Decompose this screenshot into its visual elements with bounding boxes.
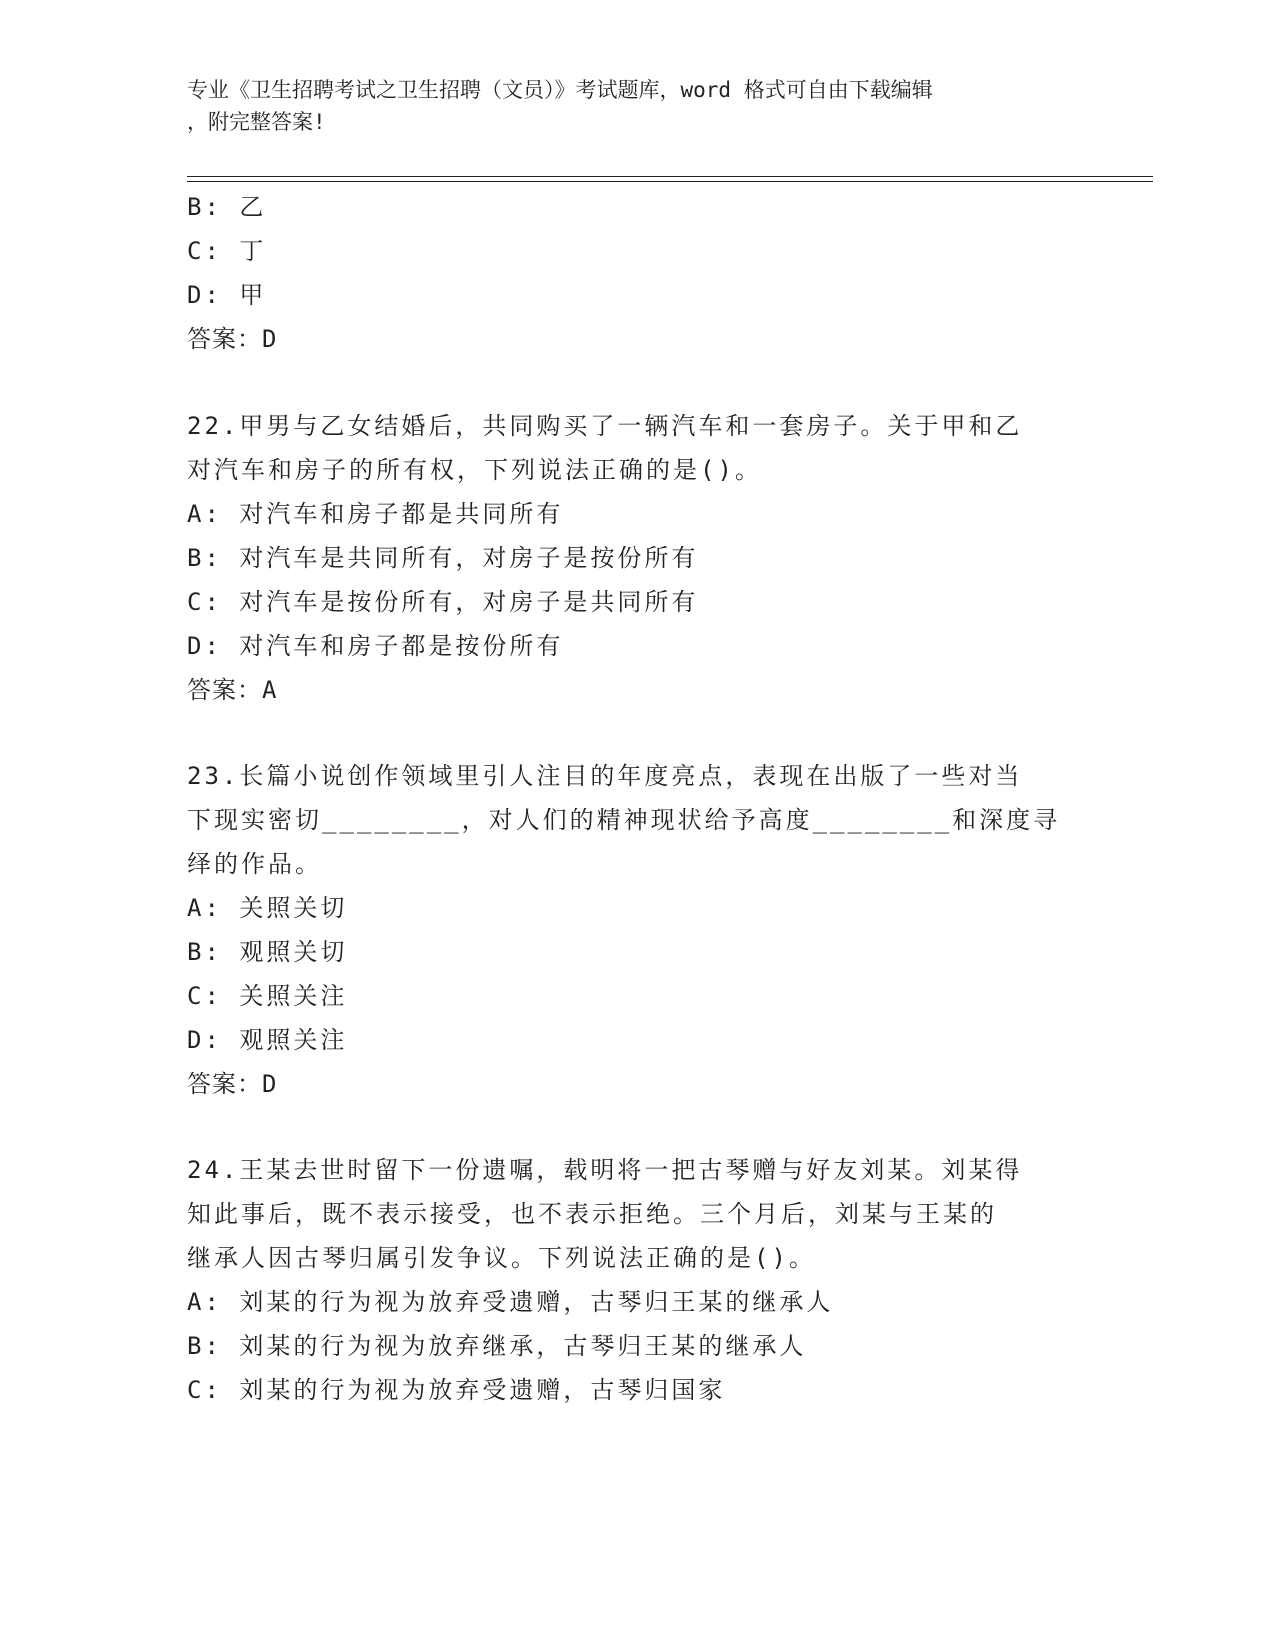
question-23-stem-line-3: 绎的作品。 xyxy=(187,850,322,878)
question-23-stem-line-2: 下现实密切________，对人们的精神现状给予高度________和深度寻 xyxy=(187,806,1061,834)
question-24-stem-line-3: 继承人因古琴归属引发争议。下列说法正确的是()。 xyxy=(187,1244,816,1272)
question-22-option-d: D: 对汽车和房子都是按份所有 xyxy=(187,632,564,660)
question-23-stem-line-1: 23.长篇小说创作领域里引人注目的年度亮点，表现在出版了一些对当 xyxy=(187,762,1023,790)
question-23-answer: 答案：D xyxy=(187,1070,278,1098)
answer: 答案：D xyxy=(187,325,278,353)
question-24-option-c: C: 刘某的行为视为放弃受遗赠，古琴归国家 xyxy=(187,1376,726,1404)
question-23-option-d: D: 观照关注 xyxy=(187,1026,348,1054)
header-line-2: ，附完整答案! xyxy=(187,110,326,134)
option-c: C: 丁 xyxy=(187,237,267,265)
option-b: B: 乙 xyxy=(187,193,267,221)
question-24-option-a: A: 刘某的行为视为放弃受遗赠，古琴归王某的继承人 xyxy=(187,1288,834,1316)
question-23-option-a: A: 关照关切 xyxy=(187,894,348,922)
question-23-option-b: B: 观照关切 xyxy=(187,938,348,966)
question-22-option-c: C: 对汽车是按份所有，对房子是共同所有 xyxy=(187,588,699,616)
question-24-stem-line-1: 24.王某去世时留下一份遗嘱，载明将一把古琴赠与好友刘某。刘某得 xyxy=(187,1156,1023,1184)
option-d: D: 甲 xyxy=(187,281,267,309)
page-header xyxy=(187,74,1067,138)
question-24-stem-line-2: 知此事后，既不表示接受，也不表示拒绝。三个月后，刘某与王某的 xyxy=(187,1200,997,1228)
header-divider-top xyxy=(187,176,1153,177)
question-22-option-a: A: 对汽车和房子都是共同所有 xyxy=(187,500,564,528)
question-24-option-b: B: 刘某的行为视为放弃继承，古琴归王某的继承人 xyxy=(187,1332,807,1360)
question-22-stem-line-2: 对汽车和房子的所有权，下列说法正确的是()。 xyxy=(187,456,762,484)
question-22-stem-line-1: 22.甲男与乙女结婚后，共同购买了一辆汽车和一套房子。关于甲和乙 xyxy=(187,412,1023,440)
header-line-1: 专业《卫生招聘考试之卫生招聘（文员）》考试题库，word 格式可自由下载编辑 xyxy=(187,78,933,102)
header-divider-bottom xyxy=(187,181,1153,182)
question-22-answer: 答案：A xyxy=(187,676,278,704)
question-23-option-c: C: 关照关注 xyxy=(187,982,348,1010)
question-22-option-b: B: 对汽车是共同所有，对房子是按份所有 xyxy=(187,544,699,572)
